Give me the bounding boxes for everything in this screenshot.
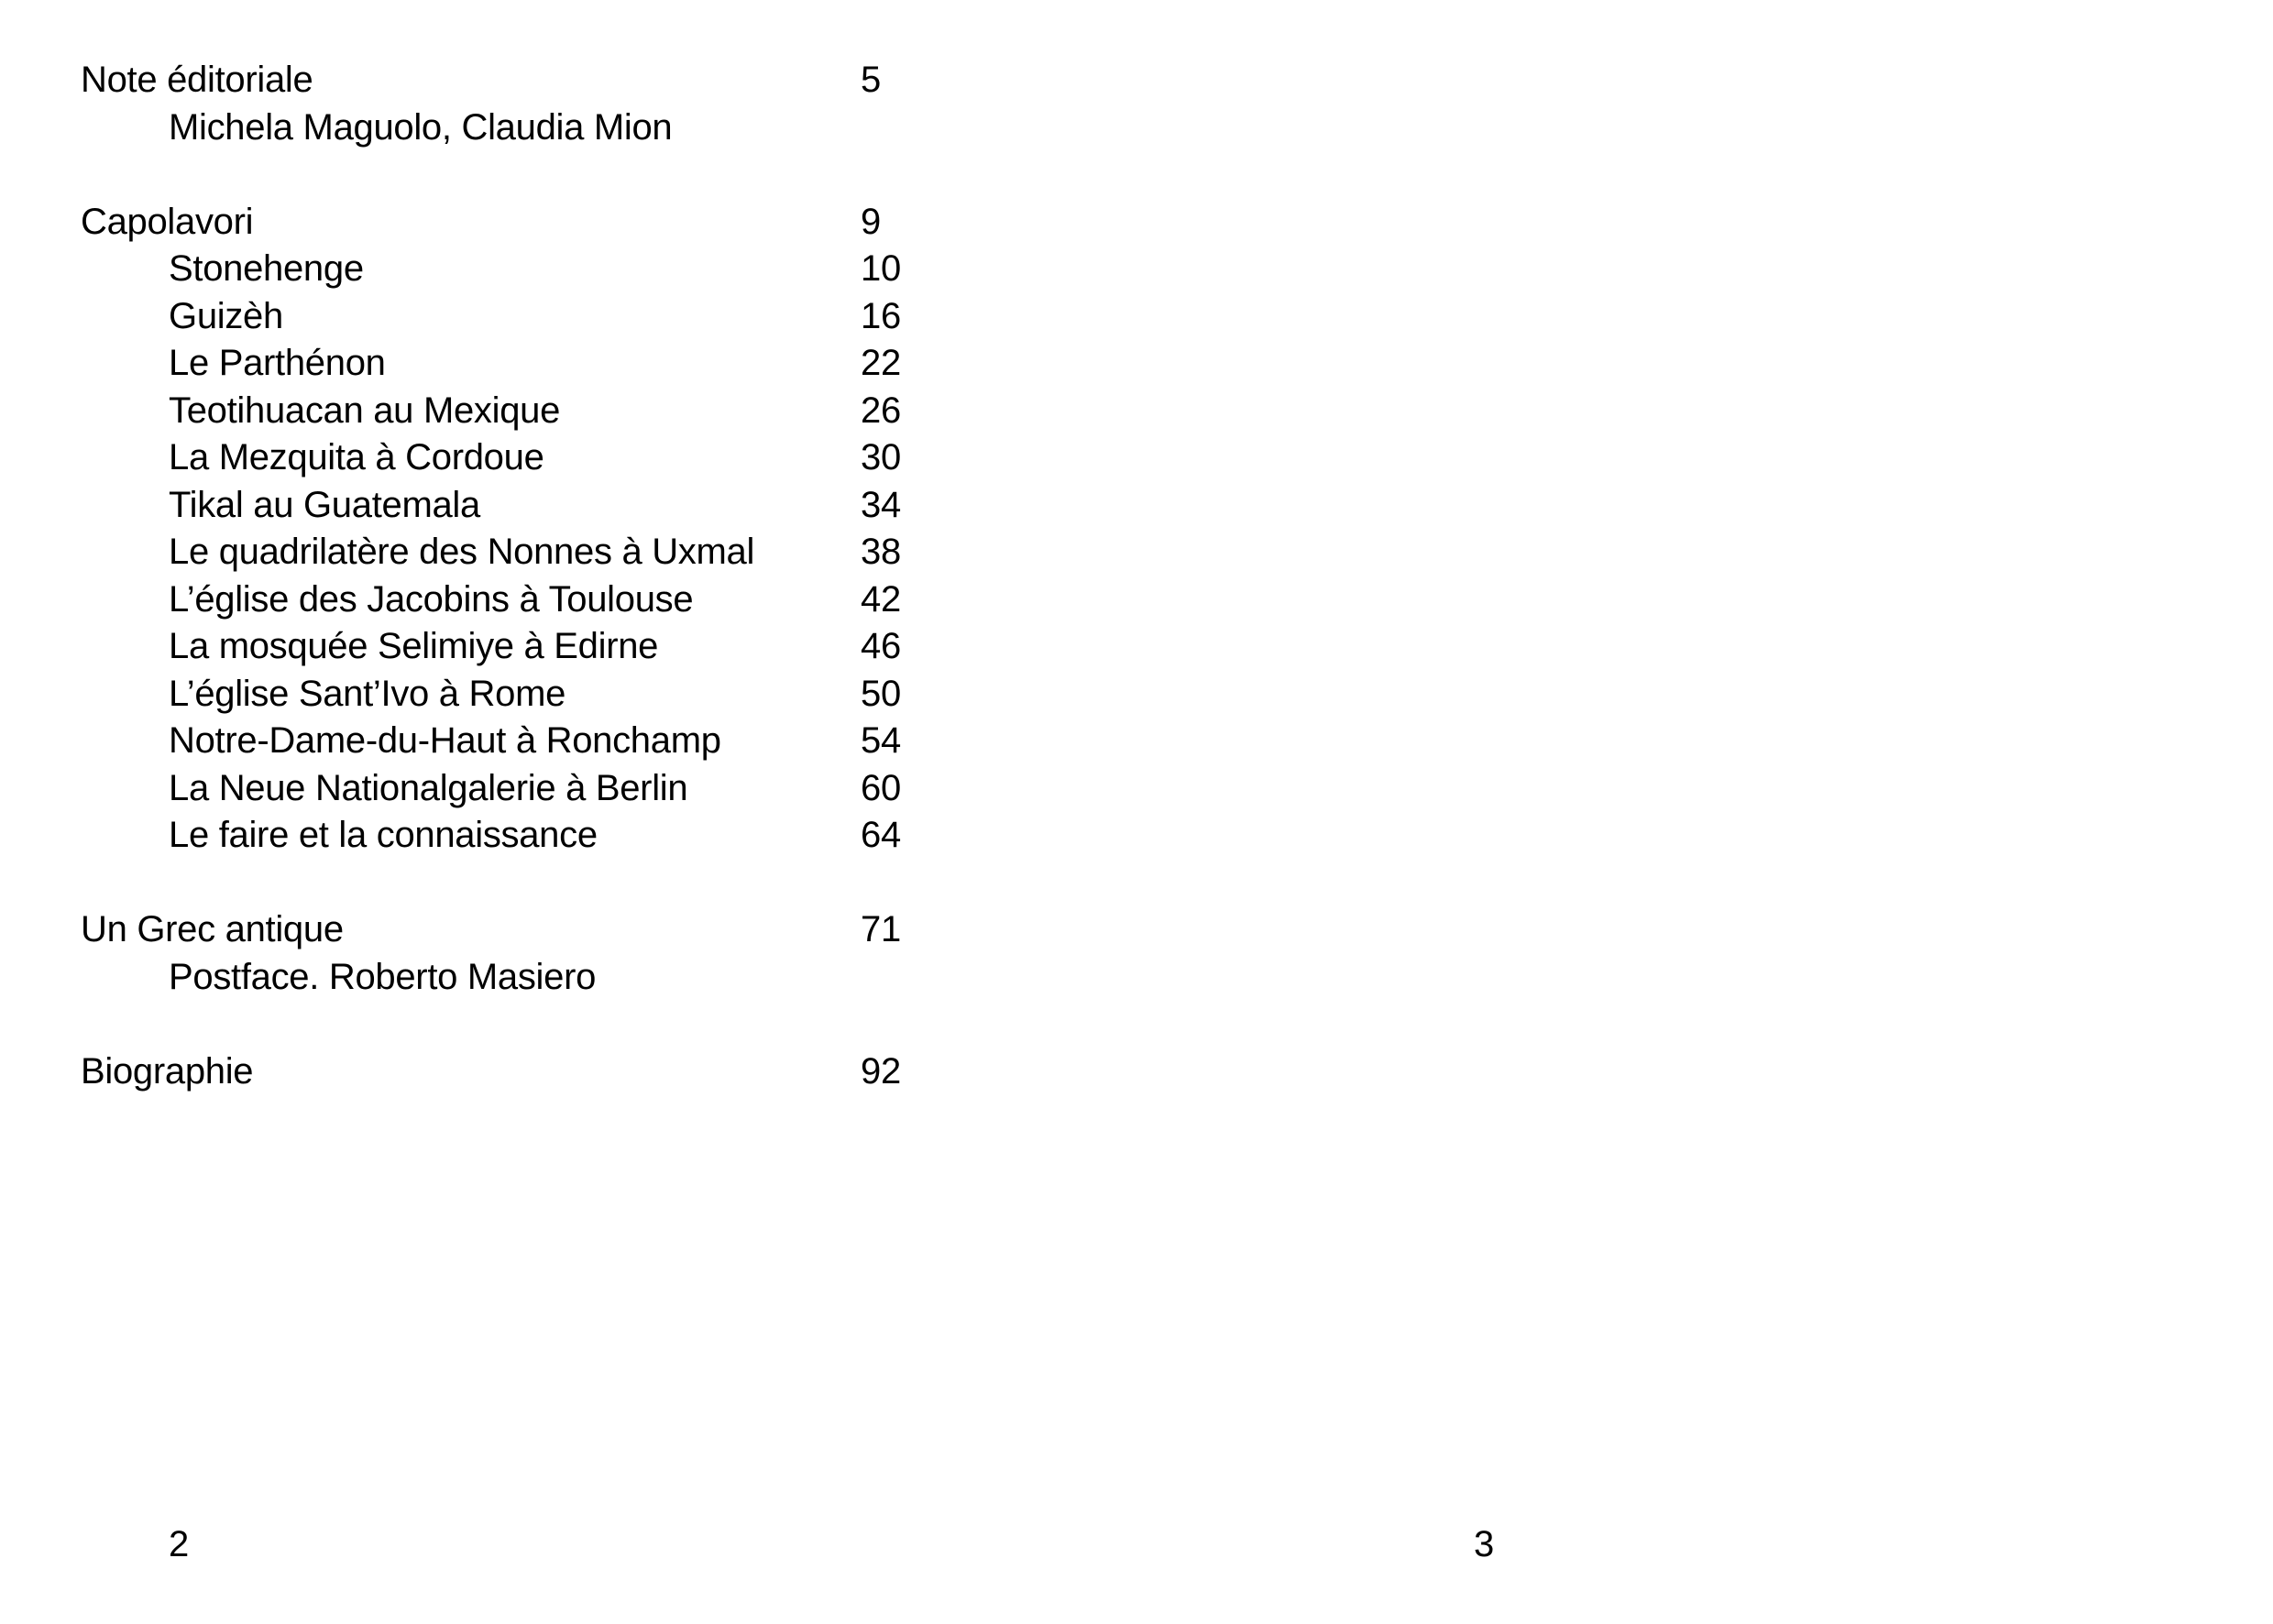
toc-entry-title: Tikal au Guatemala xyxy=(169,484,480,525)
toc-section-capolavori xyxy=(81,199,961,247)
toc-entry xyxy=(81,246,961,293)
toc-page-number: 92 xyxy=(861,1050,901,1092)
toc-entry xyxy=(81,434,961,482)
toc-section-un-grec-antique xyxy=(81,906,961,954)
toc-entry xyxy=(81,718,961,765)
toc-page-number: 42 xyxy=(861,578,901,620)
toc-entry-title: Stonehenge xyxy=(169,248,364,289)
toc-entry-title: Le Parthénon xyxy=(169,343,386,383)
toc-entry xyxy=(81,104,961,152)
toc-section-title: Un Grec antique xyxy=(81,909,344,949)
toc-page-number: 46 xyxy=(861,626,901,666)
page-number-right: 3 xyxy=(1474,1524,1495,1564)
toc-entry-title: Michela Maguolo, Claudia Mion xyxy=(169,106,673,148)
toc-page-number: 38 xyxy=(861,532,901,572)
toc-section-title: Biographie xyxy=(81,1050,254,1092)
toc-entry xyxy=(81,482,961,530)
toc-page-number: 26 xyxy=(861,390,901,431)
toc-entry xyxy=(81,388,961,435)
toc-entry-title: Postface. Roberto Masiero xyxy=(169,956,597,997)
toc-entry xyxy=(81,340,961,388)
toc-entry xyxy=(81,671,961,719)
toc-entry-title: Teotihuacan au Mexique xyxy=(169,390,561,431)
toc-page-number: 50 xyxy=(861,673,901,714)
toc-entry-title: Le faire et la connaissance xyxy=(169,815,598,855)
toc-page-number: 5 xyxy=(861,60,881,100)
toc-entry-title: L’église des Jacobins à Toulouse xyxy=(169,578,694,620)
toc-entry xyxy=(81,529,961,576)
toc-section-title: Capolavori xyxy=(81,201,254,242)
toc-page-number: 22 xyxy=(861,343,901,383)
toc-section-title: Note éditoriale xyxy=(81,60,313,100)
page-number-left: 2 xyxy=(169,1524,190,1564)
toc-entry-title: L’église Sant’Ivo à Rome xyxy=(169,673,566,714)
toc-section-biographie xyxy=(81,1048,961,1096)
toc-page-number: 34 xyxy=(861,484,901,525)
toc-entry xyxy=(81,293,961,341)
toc-page-number: 30 xyxy=(861,437,901,477)
toc-entry-title: Guizèh xyxy=(169,295,283,336)
toc-page-number: 60 xyxy=(861,767,901,808)
toc-section-note-editoriale xyxy=(81,57,961,104)
toc-entry-title: Le quadrilatère des Nonnes à Uxmal xyxy=(169,532,755,572)
toc-entry xyxy=(81,623,961,671)
toc-entry-title: Notre-Dame-du-Haut à Ronchamp xyxy=(169,720,721,761)
toc-page-number: 64 xyxy=(861,815,901,855)
toc-entry xyxy=(81,765,961,813)
toc-page-number: 54 xyxy=(861,720,901,761)
toc-page-number: 9 xyxy=(861,201,881,242)
toc-entry-title: La mosquée Selimiye à Edirne xyxy=(169,626,659,666)
toc-page-number: 16 xyxy=(861,295,901,336)
toc-entry xyxy=(81,576,961,624)
toc-entry-title: La Mezquita à Cordoue xyxy=(169,437,544,477)
toc-entry xyxy=(81,954,961,1002)
toc-page-number: 71 xyxy=(861,909,901,949)
toc-page-number: 10 xyxy=(861,248,901,289)
table-of-contents xyxy=(81,57,961,1095)
toc-entry-title: La Neue Nationalgalerie à Berlin xyxy=(169,767,688,808)
toc-entry xyxy=(81,812,961,860)
